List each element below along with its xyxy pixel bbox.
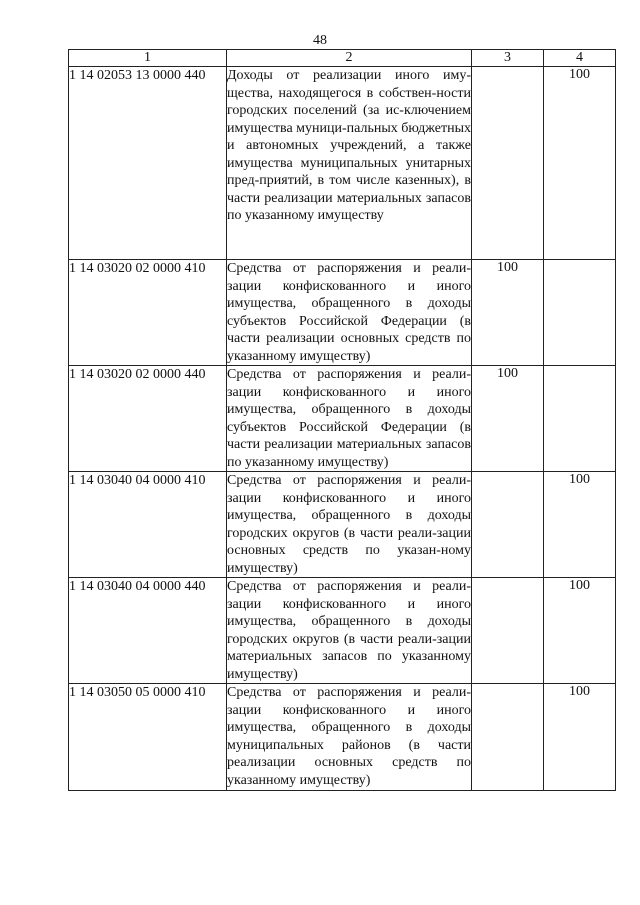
row-description: Доходы от реализации иного иму-ществa, находящегося в собствен-ности городских поселений (за ис-ключением имущества муници-пальных бюджетных и автономных учреждений, а также имущества муниципальных унитарных пред-приятий, в том числе казенных), в части реализации материальных запасов по указанному имуществу xyxy=(227,67,472,260)
row-code: 1 14 03040 04 0000 410 xyxy=(69,472,227,578)
row-description: Средства от распоряжения и реали-зации конфискованного и иного имущества, обращенного в доходы городских округов (в части реали-зации основных средств по указан-ному имуществу) xyxy=(227,473,471,576)
table-row xyxy=(69,684,616,791)
row-col4-value xyxy=(544,366,616,472)
table-row xyxy=(69,260,616,366)
row-col3-value xyxy=(472,578,544,684)
row-code: 1 14 03040 04 0000 440 xyxy=(69,578,227,684)
budget-classification-table xyxy=(68,49,616,791)
row-col4-value: 100 xyxy=(544,684,616,791)
row-code: 1 14 03020 02 0000 410 xyxy=(69,260,227,366)
row-col3-value: 100 xyxy=(472,260,544,366)
row-description: Средства от распоряжения и реали-зации конфискованного и иного имущества, обращенного в доходы городских округов (в части реали-зации материальных запасов по указанному имуществу) xyxy=(227,579,471,682)
row-col4-value xyxy=(544,260,616,366)
row-col3-value xyxy=(472,67,544,260)
column-header-2: 2 xyxy=(227,50,472,67)
row-code: 1 14 03020 02 0000 440 xyxy=(69,366,227,472)
row-col3-value: 100 xyxy=(472,366,544,472)
column-header-4: 4 xyxy=(544,50,616,67)
page-number: 48 xyxy=(313,33,327,48)
column-header-1: 1 xyxy=(69,50,227,67)
row-col4-value: 100 xyxy=(544,67,616,260)
table-row xyxy=(69,472,616,578)
row-col3-value xyxy=(472,472,544,578)
row-col4-value: 100 xyxy=(544,472,616,578)
row-description: Средства от распоряжения и реали-зации конфискованного и иного имущества, обращенного в доходы субъектов Российской Федерации (в части реализации основных средств по указанному имуществу) xyxy=(227,261,471,364)
table-row xyxy=(69,578,616,684)
row-code: 1 14 03050 05 0000 410 xyxy=(69,684,227,791)
column-header-3: 3 xyxy=(472,50,544,67)
table-row xyxy=(69,366,616,472)
row-code: 1 14 02053 13 0000 440 xyxy=(69,67,227,260)
table-header-row xyxy=(69,50,616,67)
row-description: Средства от распоряжения и реали-зации конфискованного и иного имущества, обращенного в доходы субъектов Российской Федерации (в части реализации материальных запасов по указанному имуществу) xyxy=(227,367,471,470)
table-row xyxy=(69,67,616,260)
row-col3-value xyxy=(472,684,544,791)
row-col4-value: 100 xyxy=(544,578,616,684)
row-description: Средства от распоряжения и реали-зации конфискованного и иного имущества, обращенного в доходы муниципальных районов (в части реализации основных средств по указанному имуществу) xyxy=(227,684,472,791)
